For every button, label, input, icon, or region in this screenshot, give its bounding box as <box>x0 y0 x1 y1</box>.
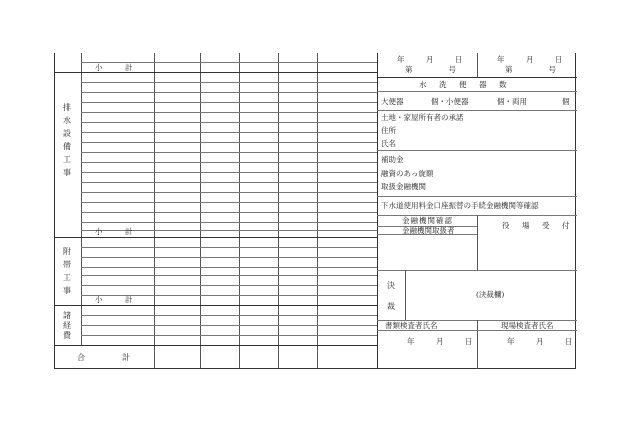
grid-line <box>81 247 377 248</box>
grid-line <box>81 212 377 213</box>
grid-line <box>477 215 478 270</box>
section-label-expenses: 諸 経 費 <box>63 311 71 340</box>
grid-line <box>81 222 377 223</box>
grid-line <box>81 257 377 258</box>
grid-line <box>81 267 377 268</box>
date-label: 年 月 日 <box>497 55 570 64</box>
grid-line <box>377 110 577 111</box>
number-label: 第 号 <box>505 65 563 74</box>
section-label-drainage: 排 水 設 備 工 事 <box>63 103 71 177</box>
inspection-date: 年 月 日 <box>407 337 480 346</box>
fixture-daibenki: 大便器 <box>381 97 404 106</box>
grid-line <box>81 152 377 153</box>
office-receipt-label: 役 場 受 付 <box>502 221 572 230</box>
section-divider <box>55 72 377 73</box>
grid-line <box>81 285 377 286</box>
grid-line <box>81 325 377 326</box>
grid-line <box>377 270 577 271</box>
owner-name-label: 氏名 <box>381 139 396 148</box>
grid-line <box>154 53 155 368</box>
grid-line <box>200 53 201 368</box>
grid-line <box>81 172 377 173</box>
grid-line <box>377 150 577 151</box>
fixture-ko: 個 <box>562 97 570 106</box>
bank-handler-label: 金融機関取扱者 <box>402 226 455 235</box>
fixture-ryoyo: 個・両用 <box>497 97 527 106</box>
number-label: 第 号 <box>405 65 463 74</box>
grid-line <box>81 112 377 113</box>
bank-confirm-label: 金融機関確認 <box>402 216 453 225</box>
section-divider <box>55 345 377 346</box>
section-divider <box>55 305 377 306</box>
document-inspector-label: 書類検査者氏名 <box>385 321 438 330</box>
bank-label: 取扱金融機関 <box>381 182 426 191</box>
grid-line <box>81 182 377 183</box>
decision-label: 決 裁 <box>387 281 395 311</box>
fixture-kobenki: 個・小便器 <box>431 97 469 106</box>
grid-line <box>81 202 377 203</box>
section-divider <box>55 237 377 238</box>
grid-line <box>81 92 377 93</box>
grid-line <box>81 122 377 123</box>
grid-line <box>81 82 377 83</box>
grid-line <box>377 196 577 197</box>
subtotal-label: 小 計 <box>95 227 135 236</box>
grid-line <box>477 53 478 77</box>
owner-address-label: 住所 <box>381 126 396 135</box>
application-form <box>54 53 580 369</box>
grid-line <box>81 315 377 316</box>
section-label-auxiliary: 附 帯 工 事 <box>63 247 71 295</box>
grid-line <box>81 275 377 276</box>
date-label: 年 月 日 <box>397 55 470 64</box>
grid-line <box>377 330 577 331</box>
grid-line <box>81 192 377 193</box>
subsidy-label: 補助金 <box>381 155 404 164</box>
grid-line <box>405 270 406 320</box>
grid-line <box>81 335 377 336</box>
grid-line <box>377 91 577 92</box>
sewer-fee-label: 下水道使用料金口座振替の手続金融機関等確認 <box>381 201 539 210</box>
grid-line <box>81 162 377 163</box>
inspection-date: 年 月 日 <box>507 337 580 346</box>
site-inspector-label: 現場検査者氏名 <box>501 321 554 330</box>
grid-line <box>317 53 318 368</box>
grid-line <box>239 53 240 368</box>
fixtures-title: 水 洗 便 器 数 <box>419 80 509 89</box>
grid-line <box>278 53 279 368</box>
subtotal-label: 小 計 <box>95 295 135 304</box>
total-label: 合 計 <box>77 353 137 362</box>
grid-line <box>81 53 82 345</box>
subtotal-label: 小 計 <box>95 63 135 72</box>
grid-line <box>81 102 377 103</box>
grid-line <box>377 77 577 78</box>
loan-label: 融資のあっ旋額 <box>381 169 434 178</box>
decision-note: (決裁欄) <box>476 290 505 299</box>
grid-line <box>81 142 377 143</box>
grid-line <box>81 132 377 133</box>
owner-consent-title: 土地・家屋所有者の承諾 <box>381 113 464 122</box>
